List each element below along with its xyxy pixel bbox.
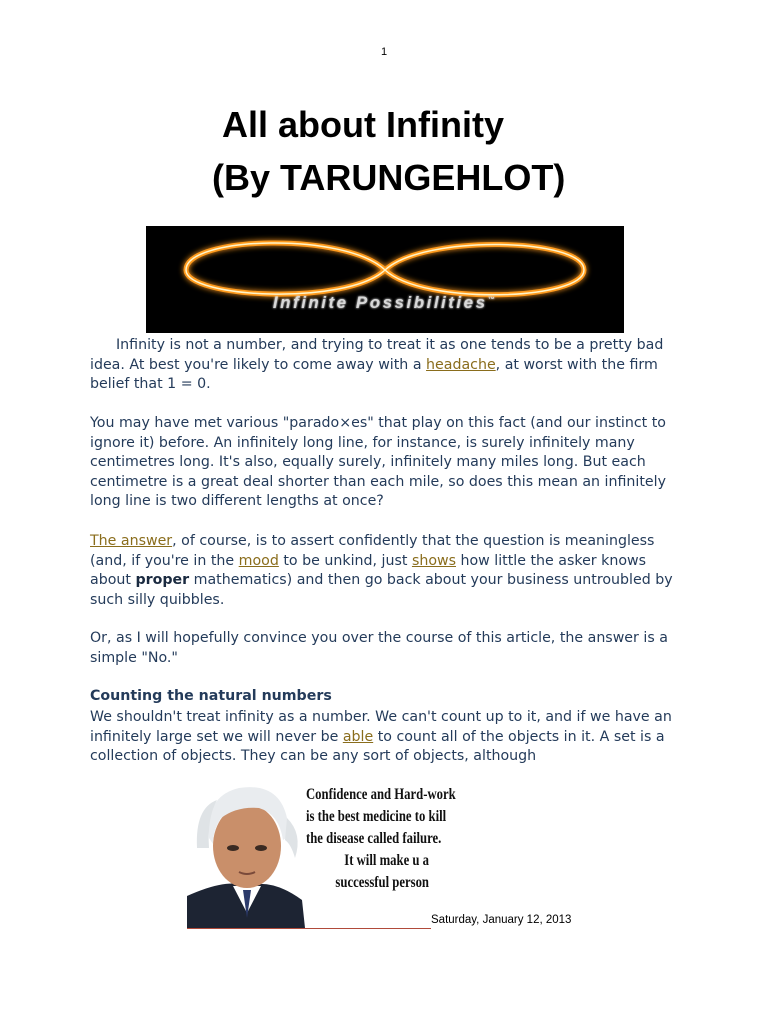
footer-date: Saturday, January 12, 2013: [431, 914, 572, 926]
link-headache[interactable]: headache: [426, 356, 496, 373]
page-subtitle-author: (By TARUNGEHLOT): [212, 157, 566, 198]
portrait-icon: [187, 778, 307, 928]
quote-image: [187, 778, 456, 929]
link-the-answer[interactable]: The answer: [90, 533, 173, 549]
section-heading: Counting the natural numbers: [90, 688, 332, 704]
paragraph-paradoxes: You may have met various "parado×es" that play on this fact (and our instinct to ignore it) before. An infinitely long line, for instance, is surely infinitely many centimetres long. It's also, equally surely, infinitely many miles long. But each centimetre is a great deal shorter than each mile, so does this mean an infinitely long line is two different lengths at once?: [90, 415, 666, 510]
quote-text: Confidence and Hard-work is the best medicine to kill the disease called failure. It will make u a successful person: [306, 786, 456, 891]
paragraph-simple-no: Or, as I will hopefully convince you over the course of this article, the answer is a simple "No.": [90, 630, 668, 666]
paragraph-answer: The answer, of course, is to assert confidently that the question is meaningless (and, if you're in the mood to be unkind, just shows how little the asker knows about proper mathematics) and then go back about your business untroubled by such silly quibbles.: [90, 533, 673, 608]
paragraph-intro: Infinity is not a number, and trying to treat it as one tends to be a pretty bad idea. At best you're likely to come away with a headache, at worst with the firm belief that 1 = 0.: [90, 337, 664, 393]
link-shows[interactable]: shows: [411, 552, 456, 569]
infinity-symbol-icon: [146, 226, 624, 333]
paragraph-counting: We shouldn't treat infinity as a number. We can't count up to it, and if we have an infinitely large set we will never be able to count all of the objects in it. A set is a collection of objects. They can be any sort of objects, although: [90, 709, 672, 765]
link-mood[interactable]: mood: [238, 552, 279, 569]
infinity-banner-image: [146, 226, 624, 333]
banner-caption: Infinite Possibilities™: [272, 293, 498, 312]
page-title: All about Infinity: [222, 104, 504, 145]
link-able[interactable]: able: [342, 728, 374, 745]
page-number: 1: [380, 46, 388, 58]
